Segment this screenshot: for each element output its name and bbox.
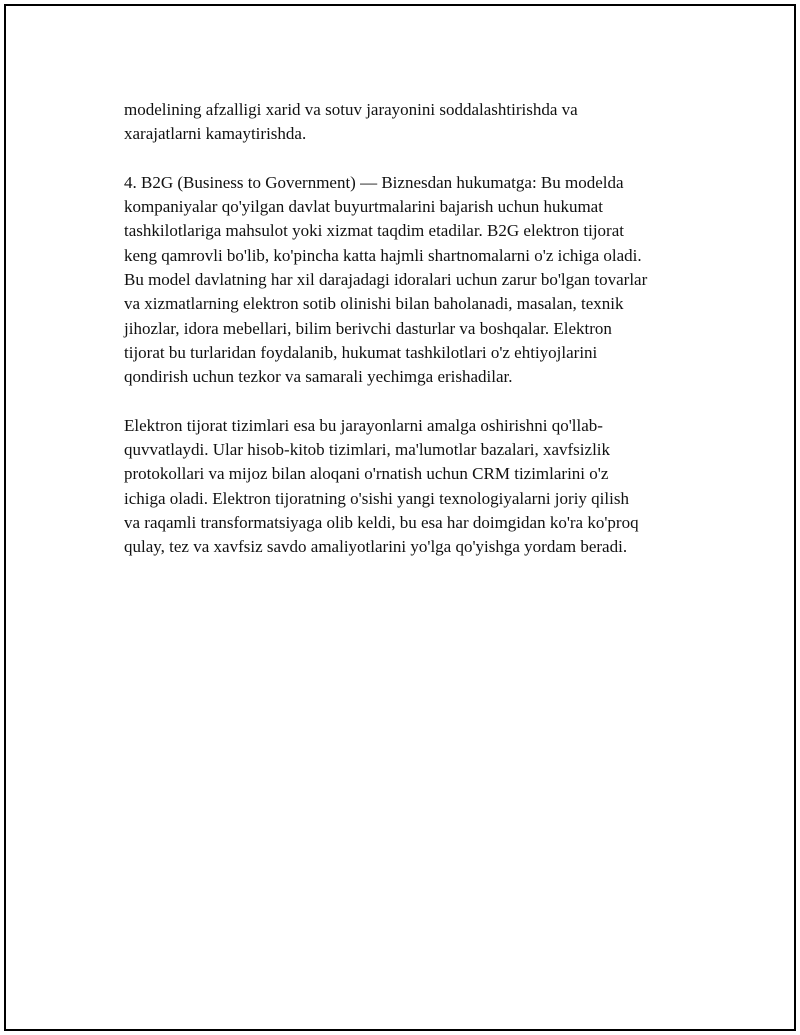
paragraph-continuation bbox=[124, 98, 694, 147]
text-line: tashkilotlariga mahsulot yoki xizmat taqdim etadilar. B2G elektron tijorat bbox=[124, 221, 624, 241]
text-line: protokollari va mijoz bilan aloqani o'rnatish uchun CRM tizimlarini o'z bbox=[124, 464, 609, 484]
text-line: 4. B2G (Business to Government) — Biznesdan hukumatga: Bu modelda bbox=[124, 172, 624, 192]
text-line: quvvatlaydi. Ular hisob-kitob tizimlari, ma'lumotlar bazalari, xavfsizlik bbox=[124, 440, 611, 460]
document-body bbox=[124, 98, 694, 584]
paragraph-ecommerce-systems bbox=[124, 414, 694, 560]
text-line: keng qamrovli bo'lib, ko'pincha katta hajmli shartnomalarni o'z ichiga oladi. bbox=[124, 245, 642, 265]
text-line: ichiga oladi. Elektron tijoratning o'sishi yangi texnologiyalarni joriy qilish bbox=[124, 488, 629, 508]
text-line: tijorat bu turlaridan foydalanib, hukumat tashkilotlari o'z ehtiyojlarini bbox=[124, 342, 598, 362]
page-frame bbox=[4, 4, 796, 1031]
text-line: jihozlar, idora mebellari, bilim berivchi dasturlar va boshqalar. Elektron bbox=[124, 318, 612, 338]
text-line: kompaniyalar qo'yilgan davlat buyurtmalarini bajarish uchun hukumat bbox=[124, 197, 603, 217]
text-line: Bu model davlatning har xil darajadagi idoralari uchun zarur bo'lgan tovarlar bbox=[124, 270, 648, 290]
text-line: qulay, tez va xavfsiz savdo amaliyotlarini yo'lga qo'yishga yordam beradi. bbox=[124, 537, 628, 557]
text-line: Elektron tijorat tizimlari esa bu jarayonlarni amalga oshirishni qo'llab- bbox=[124, 415, 603, 435]
text-line: modelining afzalligi xarid va sotuv jarayonini soddalashtirishda va bbox=[124, 100, 578, 119]
text-line: va xizmatlarning elektron sotib olinishi bilan baholanadi, masalan, texnik bbox=[124, 294, 624, 314]
paragraph-b2g bbox=[124, 171, 694, 390]
text-line: va raqamli transformatsiyaga olib keldi, bu esa har doimgidan ko'ra ko'proq bbox=[124, 513, 639, 533]
text-line: xarajatlarni kamaytirishda. bbox=[124, 124, 307, 144]
text-line: qondirish uchun tezkor va samarali yechimga erishadilar. bbox=[124, 367, 513, 387]
